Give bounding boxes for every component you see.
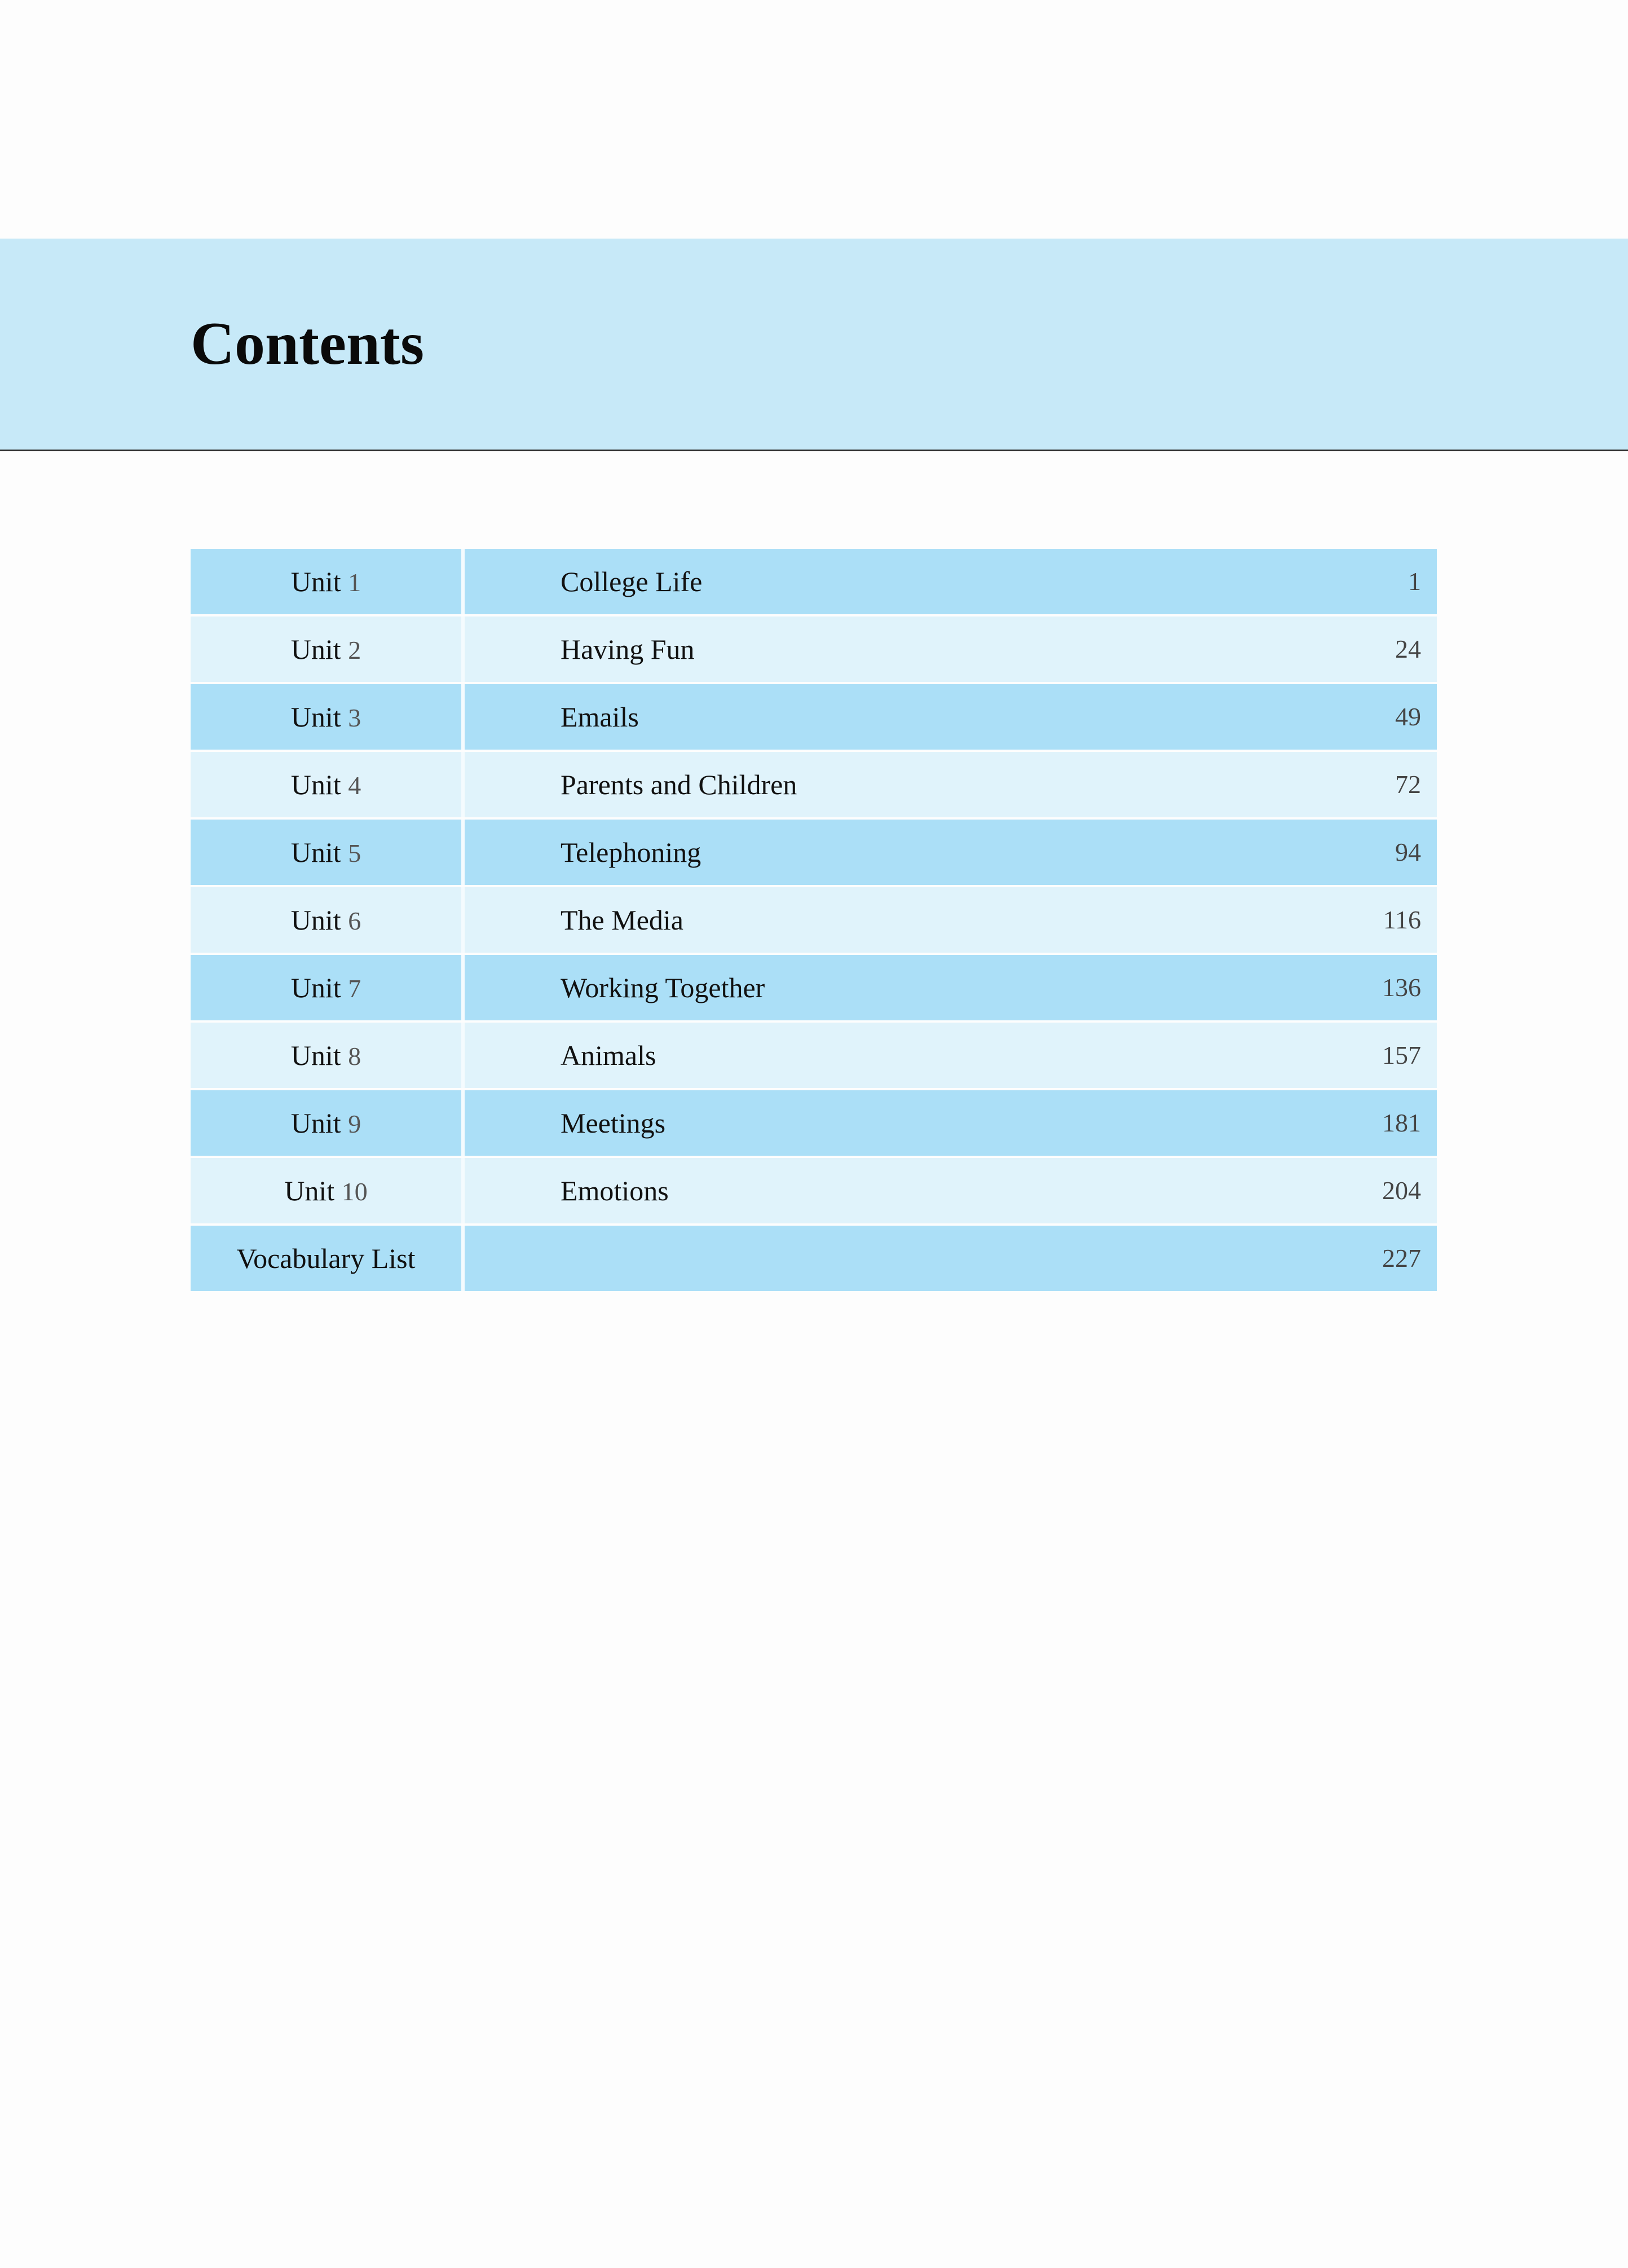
- unit-title: Meetings: [561, 1107, 666, 1139]
- column-divider: [461, 549, 465, 614]
- page-number: 24: [1395, 635, 1421, 663]
- unit-word: Unit: [290, 633, 341, 665]
- unit-title: Having Fun: [561, 633, 695, 665]
- unit-label: [191, 887, 461, 953]
- page-number: 116: [1383, 905, 1421, 934]
- toc-row-unit-5[interactable]: [191, 820, 1437, 885]
- unit-word: Unit: [284, 1175, 335, 1206]
- unit-label: [191, 1023, 461, 1088]
- page-number: 49: [1395, 702, 1421, 731]
- unit-word: Unit: [290, 1040, 341, 1071]
- unit-label: [191, 549, 461, 614]
- unit-title: Telephoning: [561, 836, 702, 868]
- page-number: 72: [1395, 770, 1421, 799]
- column-divider: [461, 820, 465, 885]
- toc-row-unit-1[interactable]: [191, 549, 1437, 614]
- unit-number: 5: [348, 839, 361, 867]
- unit-number: 10: [341, 1177, 368, 1206]
- column-divider: [461, 616, 465, 682]
- unit-title: College Life: [561, 566, 703, 597]
- unit-word: Unit: [290, 566, 341, 597]
- unit-title: Emails: [561, 701, 639, 733]
- unit-number: 6: [348, 906, 361, 935]
- page-number: 94: [1395, 838, 1421, 866]
- column-divider: [461, 955, 465, 1020]
- appendix-label: Vocabulary List: [236, 1243, 416, 1274]
- page-number: 204: [1382, 1176, 1421, 1205]
- toc-row-unit-2[interactable]: [191, 616, 1437, 682]
- unit-label: [191, 684, 461, 750]
- page-number: 1: [1408, 567, 1421, 596]
- unit-word: Unit: [290, 836, 341, 868]
- column-divider: [461, 1090, 465, 1156]
- column-divider: [461, 1158, 465, 1223]
- unit-label: [191, 616, 461, 682]
- column-divider: [461, 1023, 465, 1088]
- toc-row-unit-9[interactable]: [191, 1090, 1437, 1156]
- column-divider: [461, 887, 465, 953]
- toc-row-vocabulary-list[interactable]: [191, 1226, 1437, 1291]
- unit-number: 4: [348, 771, 361, 800]
- toc-row-unit-10[interactable]: [191, 1158, 1437, 1223]
- unit-word: Unit: [290, 701, 341, 733]
- column-divider: [461, 1226, 465, 1291]
- unit-number: 7: [348, 974, 361, 1003]
- unit-word: Unit: [290, 769, 341, 800]
- page-number: 227: [1382, 1244, 1421, 1272]
- unit-number: 2: [348, 636, 361, 664]
- unit-title: Parents and Children: [561, 769, 797, 800]
- unit-number: 1: [348, 568, 361, 597]
- page-number: 136: [1382, 973, 1421, 1002]
- unit-number: 9: [348, 1109, 361, 1138]
- unit-title: Working Together: [561, 972, 765, 1003]
- toc-row-unit-3[interactable]: [191, 684, 1437, 750]
- unit-number: 8: [348, 1042, 361, 1071]
- unit-number: 3: [348, 703, 361, 732]
- unit-title: Animals: [561, 1040, 656, 1071]
- unit-word: Unit: [290, 972, 341, 1003]
- unit-title: The Media: [561, 904, 683, 936]
- unit-word: Unit: [290, 904, 341, 936]
- column-divider: [461, 684, 465, 750]
- toc-row-unit-6[interactable]: [191, 887, 1437, 953]
- unit-label: [191, 752, 461, 817]
- toc-row-unit-4[interactable]: [191, 752, 1437, 817]
- unit-label: [191, 1090, 461, 1156]
- column-divider: [461, 752, 465, 817]
- unit-label: [191, 955, 461, 1020]
- unit-label: [191, 1158, 461, 1223]
- page-number: 157: [1382, 1041, 1421, 1069]
- unit-label: [191, 820, 461, 885]
- toc-row-unit-7[interactable]: [191, 955, 1437, 1020]
- unit-word: Unit: [290, 1107, 341, 1139]
- page-number: 181: [1382, 1108, 1421, 1137]
- page-title: Contents: [191, 310, 425, 377]
- toc-row-unit-8[interactable]: [191, 1023, 1437, 1088]
- contents-table: [191, 549, 1437, 1293]
- unit-title: Emotions: [561, 1175, 669, 1206]
